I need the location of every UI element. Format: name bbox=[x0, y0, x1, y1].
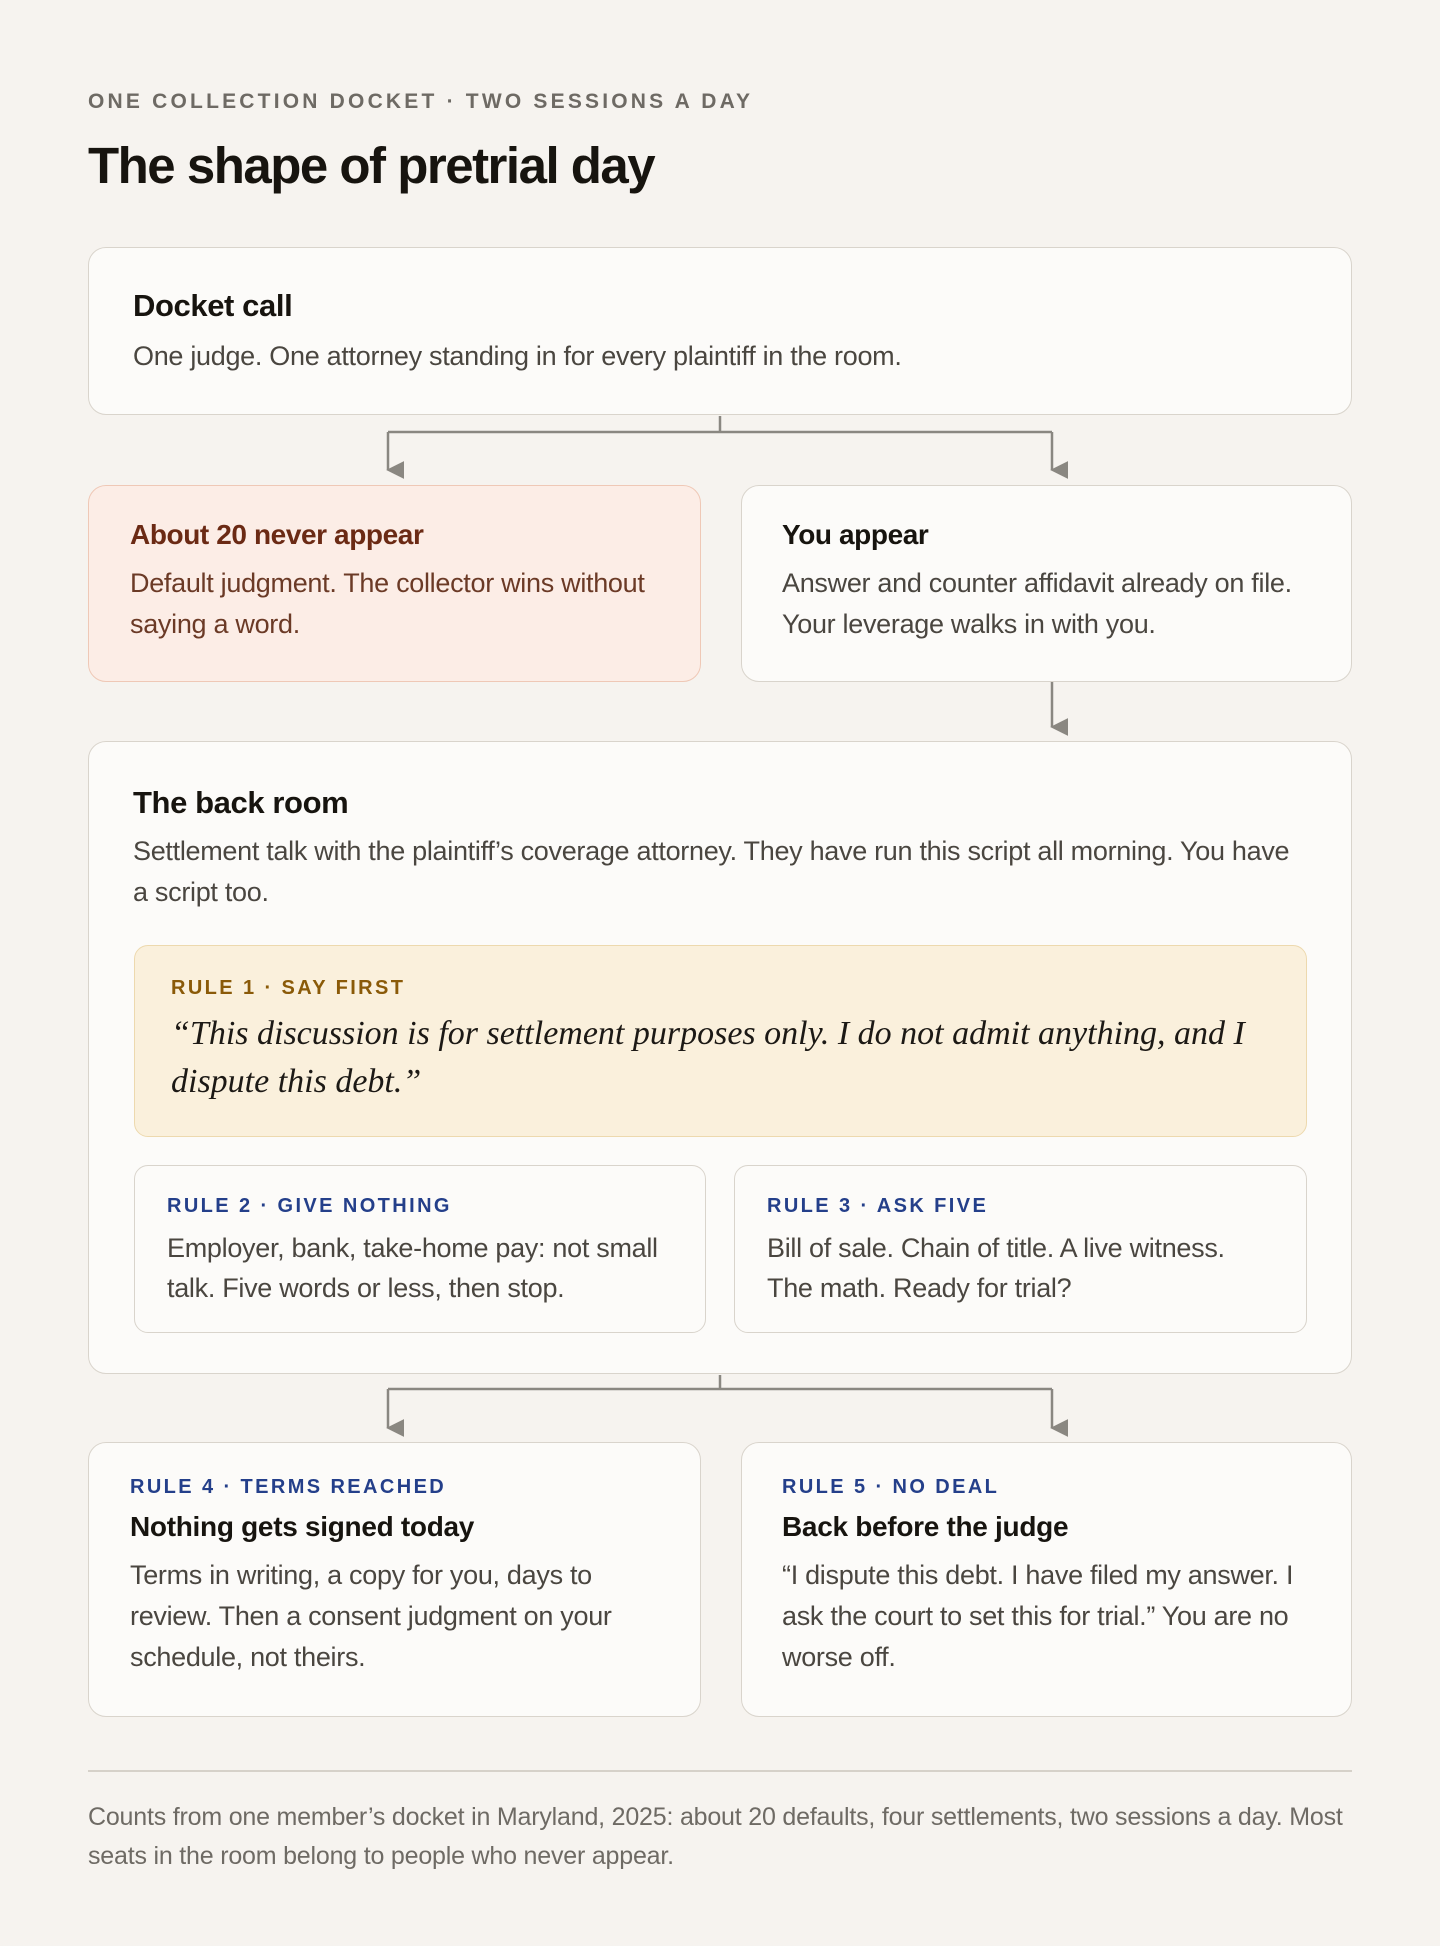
no-deal-title: Back before the judge bbox=[782, 1511, 1069, 1542]
never-appear-title: About 20 never appear bbox=[130, 519, 424, 550]
you-appear-body: Answer and counter affidavit already on file. Your leverage walks in with you. bbox=[782, 568, 1292, 639]
connector-docket-split bbox=[388, 416, 1052, 432]
terms-reached-body: Terms in writing, a copy for you, days to review. Then a consent judgment on your schedule, not theirs. bbox=[130, 1560, 612, 1672]
rule-1-quote: “This discussion is for settlement purposes only. I do not admit anything, and I dispute this debt.” bbox=[171, 1015, 1245, 1100]
terms-reached-card bbox=[88, 1442, 701, 1717]
never-appear-card bbox=[88, 485, 701, 682]
no-deal-body: “I dispute this debt. I have filed my answer. I ask the court to set this for trial.” You are no worse off. bbox=[782, 1560, 1294, 1672]
connector-backroom-split bbox=[388, 1375, 1052, 1389]
docket-call-body: One judge. One attorney standing in for every plaintiff in the room. bbox=[133, 341, 902, 371]
you-appear-title: You appear bbox=[782, 519, 929, 550]
back-room-card bbox=[88, 741, 1352, 1374]
rule-2-tag: RULE 2 · GIVE NOTHING bbox=[167, 1195, 452, 1217]
page-title: The shape of pretrial day bbox=[88, 137, 655, 194]
rule-1-card bbox=[134, 945, 1307, 1137]
back-room-title: The back room bbox=[133, 785, 349, 820]
terms-reached-title: Nothing gets signed today bbox=[130, 1511, 475, 1542]
rule-5-tag: RULE 5 · NO DEAL bbox=[782, 1476, 1000, 1498]
rule-3-tag: RULE 3 · ASK FIVE bbox=[767, 1195, 989, 1217]
rule-3-body: Bill of sale. Chain of title. A live witness. The math. Ready for trial? bbox=[767, 1233, 1225, 1303]
rule-2-body: Employer, bank, take-home pay: not small talk. Five words or less, then stop. bbox=[167, 1233, 658, 1303]
you-appear-card bbox=[741, 485, 1352, 682]
footer-divider bbox=[88, 1770, 1352, 1772]
back-room-body: Settlement talk with the plaintiff’s coverage attorney. They have run this script all morning. You have a script too. bbox=[133, 836, 1290, 907]
docket-call-title: Docket call bbox=[133, 288, 293, 323]
rule-1-tag: RULE 1 · SAY FIRST bbox=[171, 977, 406, 999]
never-appear-body: Default judgment. The collector wins without saying a word. bbox=[130, 568, 645, 639]
docket-call-card bbox=[88, 247, 1352, 415]
rule-2-card bbox=[134, 1165, 706, 1333]
footnote: Counts from one member’s docket in Maryland, 2025: about 20 defaults, four settlements, two sessions a day. Most seats in the room belong to people who never appear. bbox=[88, 1803, 1343, 1870]
no-deal-card bbox=[741, 1442, 1352, 1717]
page-eyebrow: ONE COLLECTION DOCKET · TWO SESSIONS A DAY bbox=[88, 90, 754, 113]
rule-3-card bbox=[734, 1165, 1307, 1333]
rule-4-tag: RULE 4 · TERMS REACHED bbox=[130, 1476, 447, 1498]
